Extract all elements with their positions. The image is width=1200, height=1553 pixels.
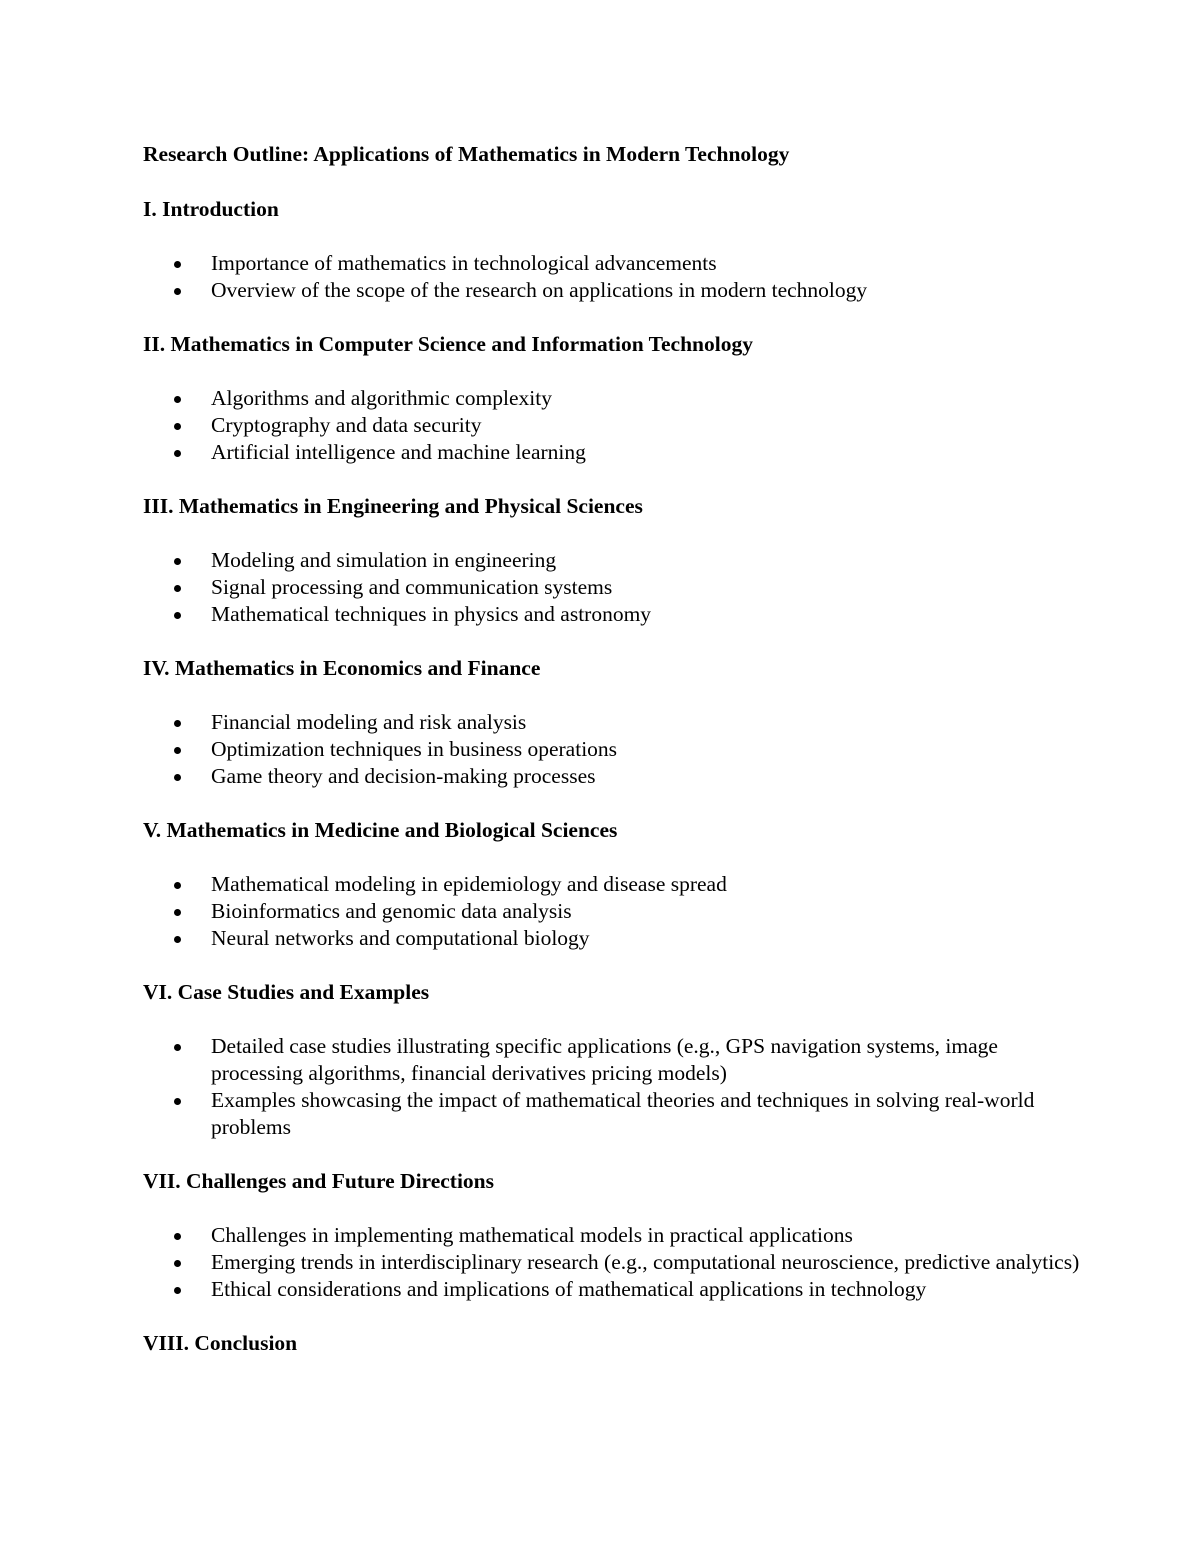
- bullet-list: [143, 250, 1083, 304]
- list-item-text: Importance of mathematics in technological advancements: [211, 251, 717, 275]
- list-item: [143, 1222, 1083, 1249]
- list-item: [143, 709, 1083, 736]
- list-item-text: Artificial intelligence and machine learning: [211, 440, 586, 464]
- list-item: [143, 412, 1083, 439]
- bullet-icon: [174, 612, 181, 619]
- bullet-icon: [174, 1287, 181, 1294]
- list-item: [143, 277, 1083, 304]
- section-heading: IV. Mathematics in Economics and Finance: [143, 656, 541, 680]
- outline-section: [143, 979, 1083, 1141]
- outline-section: [143, 1168, 1083, 1303]
- section-heading: III. Mathematics in Engineering and Physical Sciences: [143, 494, 643, 518]
- bullet-icon: [174, 774, 181, 781]
- bullet-icon: [174, 585, 181, 592]
- list-item-text: Detailed case studies illustrating specific applications (e.g., GPS navigation systems, image processing algorithms, financial derivatives pricing models): [211, 1034, 998, 1085]
- list-item: [143, 1276, 1083, 1303]
- list-item: [143, 601, 1083, 628]
- bullet-icon: [174, 396, 181, 403]
- list-item-text: Cryptography and data security: [211, 413, 482, 437]
- outline-section: [143, 196, 1083, 304]
- section-heading: VI. Case Studies and Examples: [143, 980, 430, 1004]
- outline-section: [143, 493, 1083, 628]
- bullet-icon: [174, 450, 181, 457]
- list-item-text: Game theory and decision-making processes: [211, 764, 596, 788]
- list-item: [143, 547, 1083, 574]
- bullet-list: [143, 709, 1083, 790]
- list-item-text: Emerging trends in interdisciplinary research (e.g., computational neuroscience, predictive analytics): [211, 1250, 1080, 1274]
- list-item-text: Signal processing and communication systems: [211, 575, 613, 599]
- list-item: [143, 925, 1083, 952]
- list-item-text: Ethical considerations and implications of mathematical applications in technology: [211, 1277, 927, 1301]
- bullet-icon: [174, 936, 181, 943]
- list-item: [143, 1087, 1083, 1141]
- bullet-list: [143, 385, 1083, 466]
- list-item-text: Mathematical modeling in epidemiology and disease spread: [211, 872, 727, 896]
- bullet-icon: [174, 288, 181, 295]
- bullet-list: [143, 1222, 1083, 1303]
- list-item-text: Financial modeling and risk analysis: [211, 710, 527, 734]
- list-item: [143, 1249, 1083, 1276]
- bullet-list: [143, 871, 1083, 952]
- list-item-text: Neural networks and computational biology: [211, 926, 590, 950]
- list-item-text: Mathematical techniques in physics and astronomy: [211, 602, 652, 626]
- document-page: [143, 141, 1083, 1384]
- bullet-icon: [174, 909, 181, 916]
- outline-section: [143, 1330, 1083, 1357]
- list-item: [143, 250, 1083, 277]
- outline-section: [143, 331, 1083, 466]
- bullet-icon: [174, 1098, 181, 1105]
- list-item: [143, 871, 1083, 898]
- section-heading: I. Introduction: [143, 197, 279, 221]
- bullet-list: [143, 547, 1083, 628]
- bullet-icon: [174, 423, 181, 430]
- list-item: [143, 1033, 1083, 1087]
- list-item-text: Overview of the scope of the research on applications in modern technology: [211, 278, 868, 302]
- list-item-text: Challenges in implementing mathematical models in practical applications: [211, 1223, 853, 1247]
- list-item-text: Optimization techniques in business operations: [211, 737, 618, 761]
- bullet-list: [143, 1033, 1083, 1141]
- list-item: [143, 898, 1083, 925]
- bullet-icon: [174, 558, 181, 565]
- bullet-icon: [174, 720, 181, 727]
- list-item-text: Modeling and simulation in engineering: [211, 548, 557, 572]
- list-item-text: Algorithms and algorithmic complexity: [211, 386, 552, 410]
- bullet-icon: [174, 882, 181, 889]
- outline-section: [143, 655, 1083, 790]
- bullet-icon: [174, 1260, 181, 1267]
- bullet-icon: [174, 1233, 181, 1240]
- bullet-icon: [174, 1044, 181, 1051]
- bullet-icon: [174, 747, 181, 754]
- section-heading: VIII. Conclusion: [143, 1331, 298, 1355]
- list-item-text: Bioinformatics and genomic data analysis: [211, 899, 572, 923]
- outline-sections: [143, 196, 1083, 1357]
- list-item: [143, 736, 1083, 763]
- bullet-icon: [174, 261, 181, 268]
- document-title: Research Outline: Applications of Mathematics in Modern Technology: [143, 142, 790, 166]
- outline-section: [143, 817, 1083, 952]
- list-item: [143, 574, 1083, 601]
- list-item-text: Examples showcasing the impact of mathematical theories and techniques in solving real-world problems: [211, 1088, 1035, 1139]
- list-item: [143, 385, 1083, 412]
- section-heading: VII. Challenges and Future Directions: [143, 1169, 494, 1193]
- list-item: [143, 439, 1083, 466]
- section-heading: II. Mathematics in Computer Science and Information Technology: [143, 332, 753, 356]
- list-item: [143, 763, 1083, 790]
- section-heading: V. Mathematics in Medicine and Biological Sciences: [143, 818, 618, 842]
